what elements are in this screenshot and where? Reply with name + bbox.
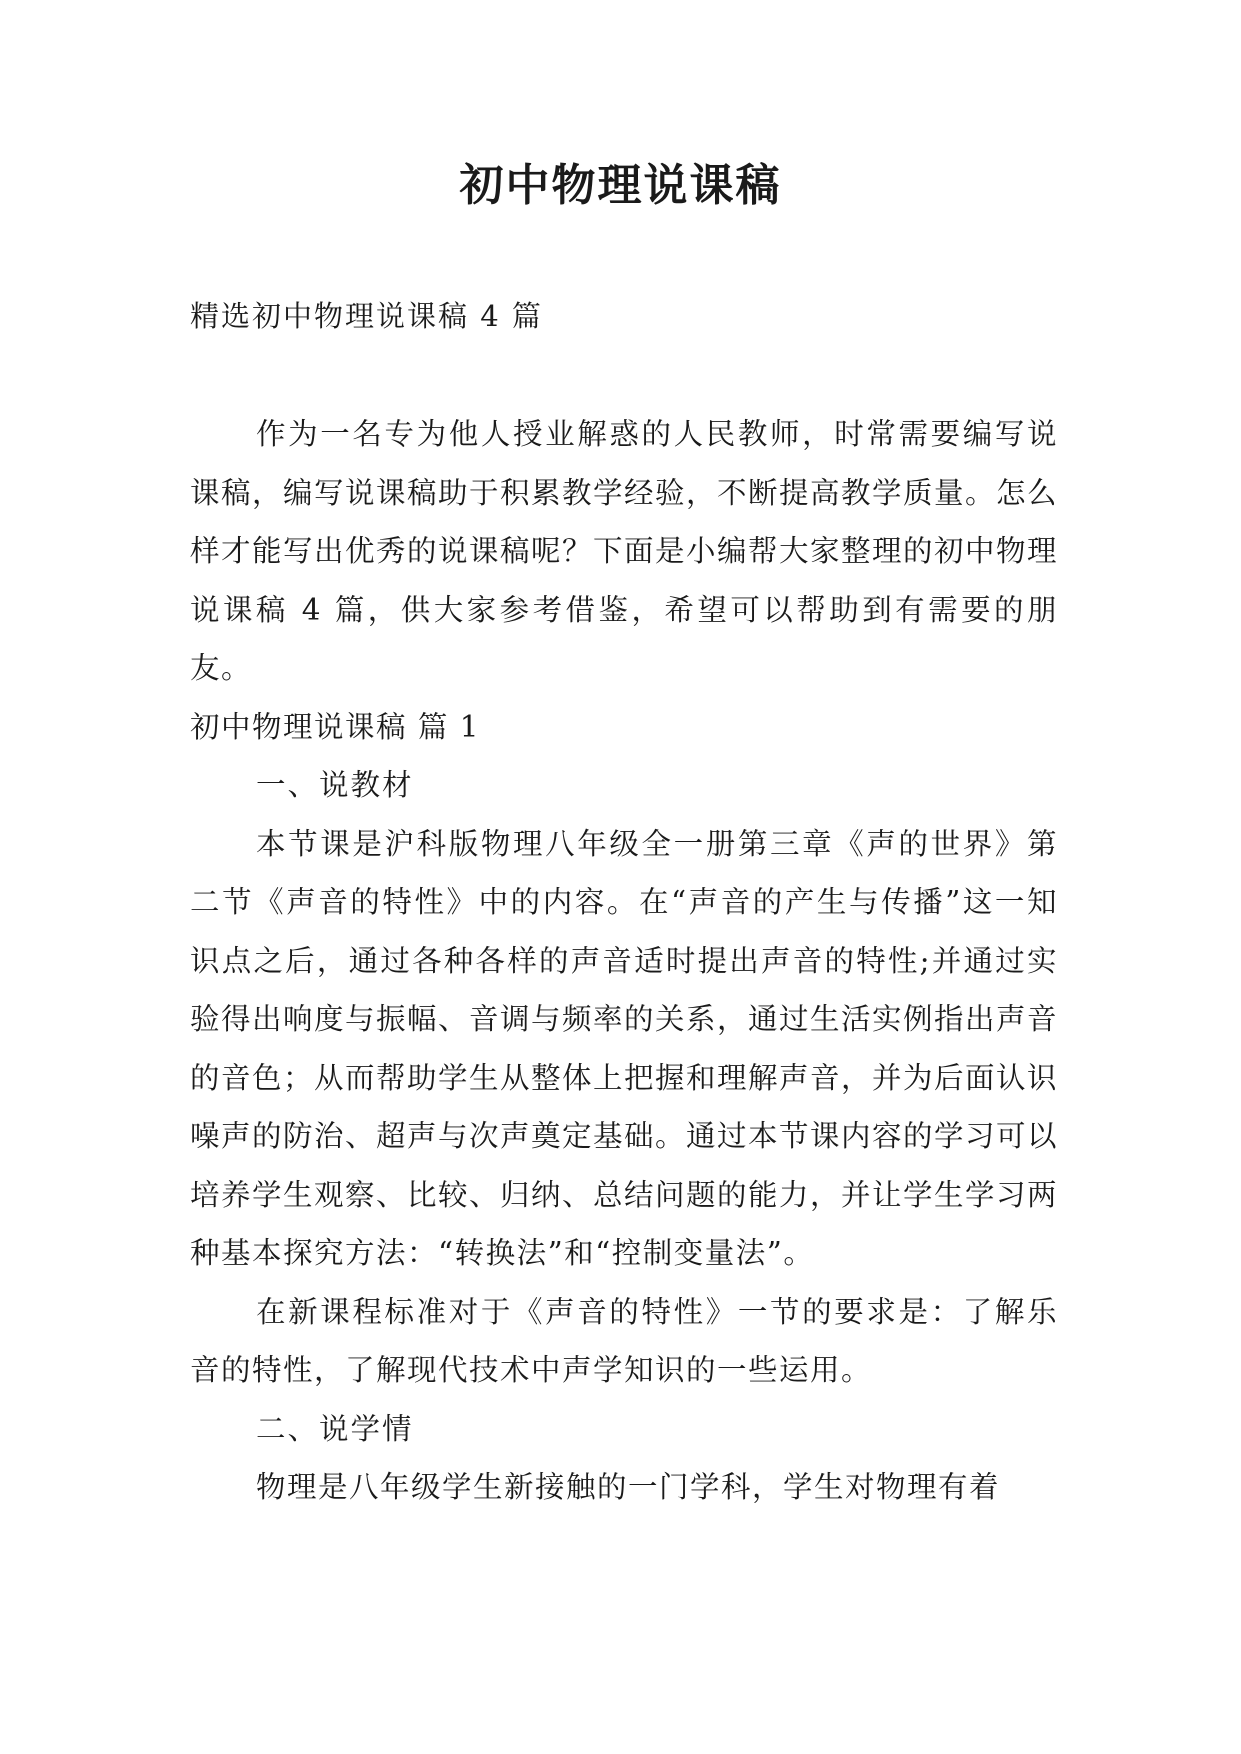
- article-heading: 初中物理说课稿 篇 1: [190, 709, 481, 744]
- textbook-paragraph-2: 在新课程标准对于《声音的特性》一节的要求是：了解乐音的特性，了解现代技术中声学知识的一些运用。: [190, 1294, 1058, 1387]
- document-title: 初中物理说课稿: [459, 160, 782, 211]
- intro-paragraph: 作为一名专为他人授业解惑的人民教师，时常需要编写说课稿，编写说课稿助于积累教学经验，不断提高教学质量。怎么样才能写出优秀的说课稿呢？下面是小编帮大家整理的初中物理说课稿 4 篇，供大家参考借鉴，希望可以帮助到有需要的朋友。: [190, 417, 1059, 685]
- students-paragraph-1: 物理是八年级学生新接触的一门学科，学生对物理有着: [256, 1470, 1001, 1504]
- section-heading-students: 二、说学情: [256, 1411, 414, 1446]
- section-heading-textbook: 一、说教材: [256, 768, 414, 802]
- document-subtitle: 精选初中物理说课稿 4 篇: [190, 299, 543, 333]
- document-body: [190, 405, 1058, 1517]
- textbook-paragraph-1: 本节课是沪科版物理八年级全一册第三章《声的世界》第二节《声音的特性》中的内容。在“声音的产生与传播”这一知识点之后，通过各种各样的声音适时提出声音的特性;并通过实验得出响度与振幅、音调与频率的关系，通过生活实例指出声音的音色；从而帮助学生从整体上把握和理解声音，并为后面认识噪声的防治、超声与次声奠定基础。通过本节课内容的学习可以培养学生观察、比较、归纳、总结问题的能力，并让学生学习两种基本探究方法：“转换法”和“控制变量法”。: [190, 826, 1059, 1270]
